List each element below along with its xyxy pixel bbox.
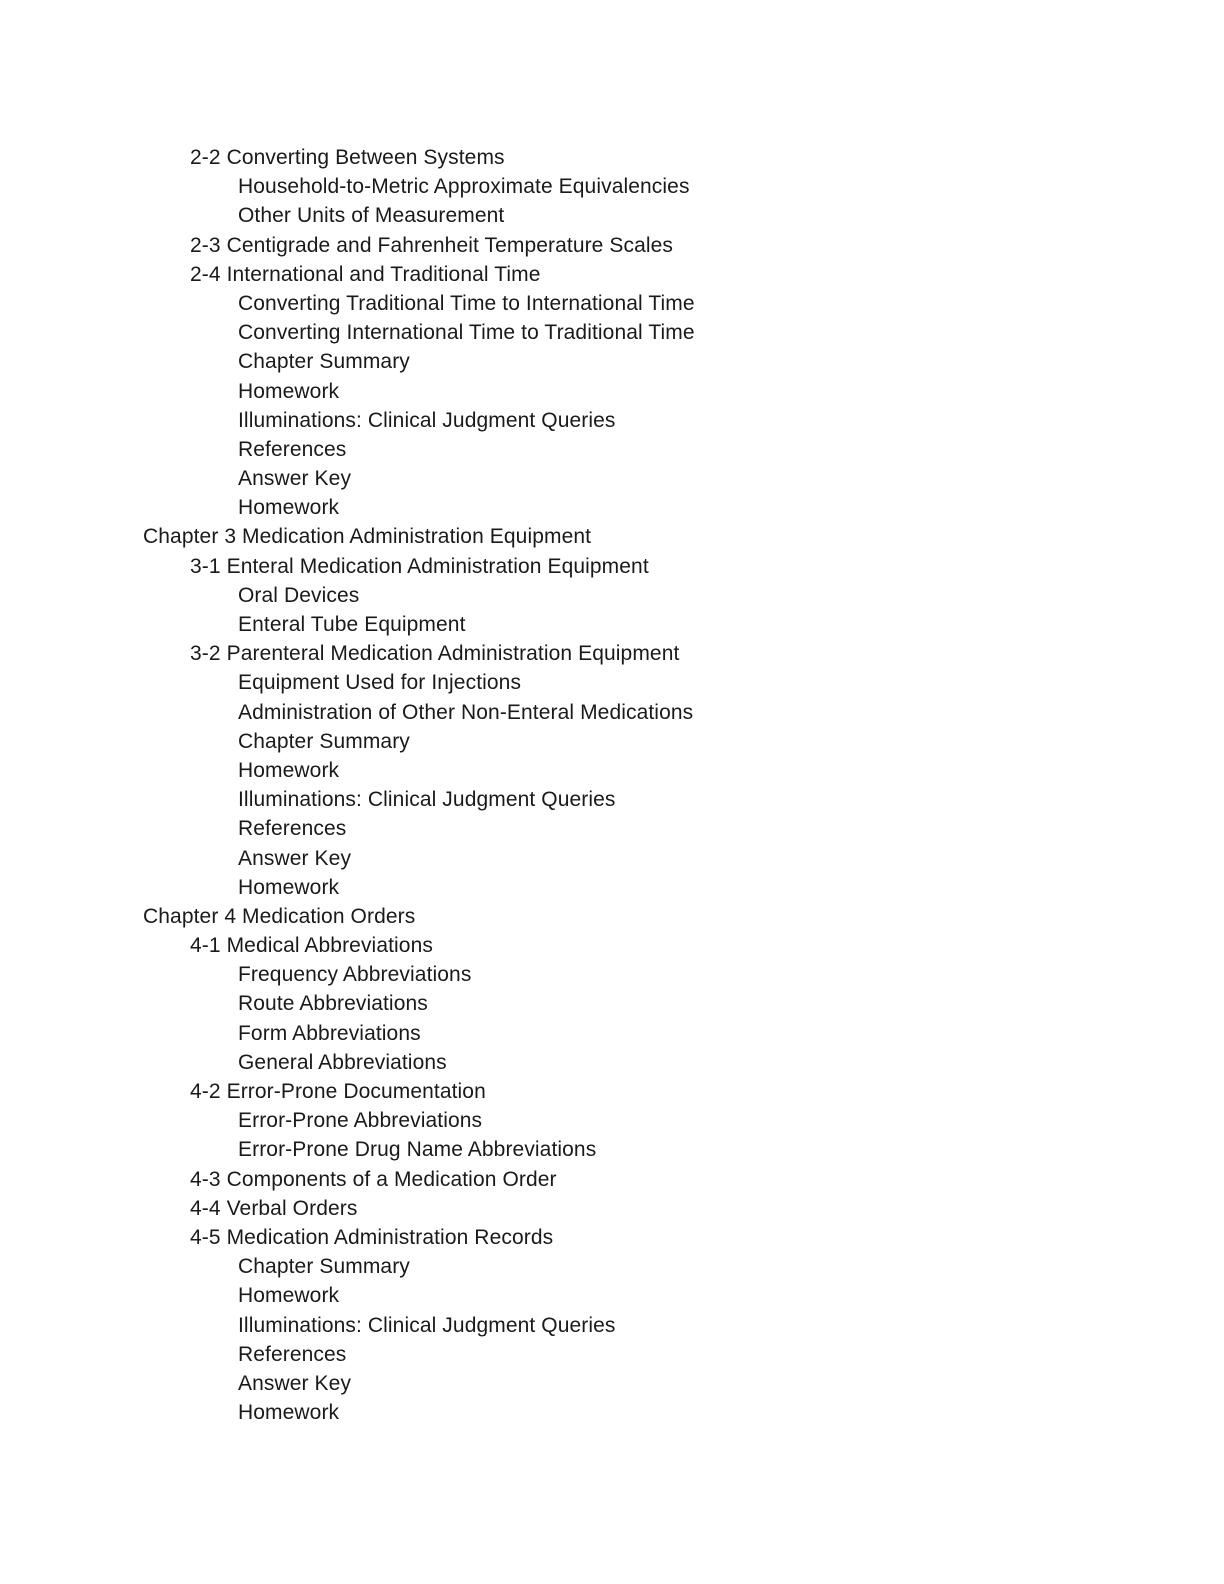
toc-subsection: Illuminations: Clinical Judgment Queries (238, 1313, 616, 1337)
toc-subsection: Oral Devices (238, 583, 360, 607)
toc-subsection: References (238, 437, 347, 461)
table-of-contents (143, 143, 1143, 1427)
toc-section: 4-5 Medication Administration Records (190, 1225, 554, 1249)
toc-subsection: Homework (238, 1401, 340, 1425)
toc-subsection: Converting International Time to Traditional Time (238, 321, 695, 345)
toc-subsection: References (238, 817, 347, 841)
toc-subsection: Form Abbreviations (238, 1021, 421, 1045)
toc-subsection: Chapter Summary (238, 729, 410, 753)
toc-subsection: Other Units of Measurement (238, 204, 505, 228)
toc-subsection: Homework (238, 758, 340, 782)
toc-subsection: Equipment Used for Injections (238, 671, 522, 695)
toc-subsection: Converting Traditional Time to International Time (238, 291, 695, 315)
toc-subsection: Answer Key (238, 467, 352, 491)
toc-subsection: Frequency Abbreviations (238, 963, 472, 987)
toc-section: 3-1 Enteral Medication Administration Equipment (190, 554, 649, 578)
toc-subsection: Answer Key (238, 1371, 352, 1395)
toc-subsection: Chapter Summary (238, 1255, 410, 1279)
toc-subsection: Homework (238, 875, 340, 899)
toc-subsection: Illuminations: Clinical Judgment Queries (238, 788, 616, 812)
toc-section: 4-4 Verbal Orders (190, 1196, 358, 1220)
toc-section: 2-3 Centigrade and Fahrenheit Temperature Scales (190, 233, 674, 257)
toc-subsection: Answer Key (238, 846, 352, 870)
toc-subsection: Homework (238, 496, 340, 520)
toc-subsection: References (238, 1342, 347, 1366)
toc-subsection: Homework (238, 1284, 340, 1308)
toc-subsection: Homework (238, 379, 340, 403)
toc-subsection: Enteral Tube Equipment (238, 613, 466, 636)
toc-subsection: Error-Prone Drug Name Abbreviations (238, 1138, 597, 1162)
toc-subsection: Error-Prone Abbreviations (238, 1109, 483, 1133)
toc-subsection: Illuminations: Clinical Judgment Queries (238, 408, 616, 432)
toc-section: 4-1 Medical Abbreviations (190, 934, 433, 958)
toc-subsection: Chapter Summary (238, 350, 410, 374)
toc-subsection: Route Abbreviations (238, 992, 428, 1016)
toc-subsection: Household-to-Metric Approximate Equivalencies (238, 175, 690, 199)
toc-section: 4-2 Error-Prone Documentation (190, 1080, 486, 1103)
toc-chapter: Chapter 3 Medication Administration Equipment (143, 525, 592, 549)
toc-subsection: Administration of Other Non-Enteral Medications (238, 700, 694, 724)
toc-section: 4-3 Components of a Medication Order (190, 1167, 557, 1191)
toc-section: 2-4 International and Traditional Time (190, 262, 541, 286)
toc-section: 3-2 Parenteral Medication Administration Equipment (190, 642, 680, 666)
toc-subsection: General Abbreviations (238, 1050, 447, 1074)
toc-section: 2-2 Converting Between Systems (190, 146, 505, 169)
toc-chapter: Chapter 4 Medication Orders (143, 904, 416, 928)
